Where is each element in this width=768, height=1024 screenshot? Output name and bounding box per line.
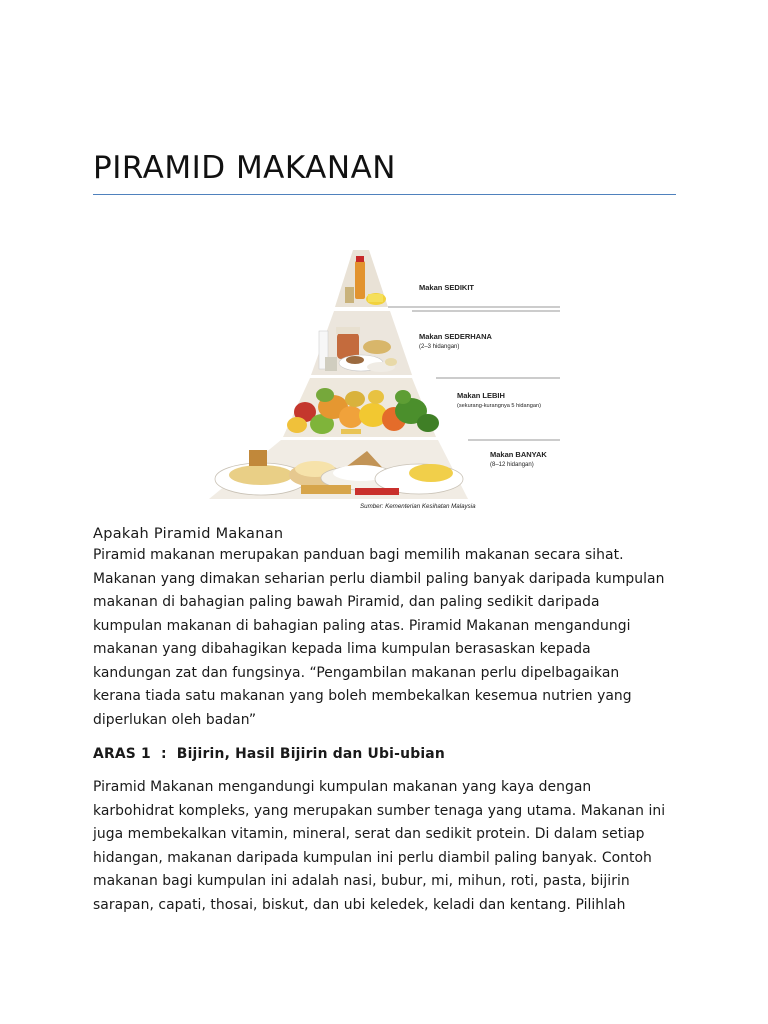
figure-source: Sumber: Kementerian Kesihatan Malaysia (360, 503, 476, 510)
paragraph-line: makanan bagi kumpulan ini adalah nasi, bubur, mi, mihun, roti, pasta, bijirin (93, 873, 630, 889)
level-label-sederhana: Makan SEDERHANA (419, 332, 492, 341)
level-sub-lebih: (sekurang-kurangnya 5 hidangan) (457, 403, 541, 409)
level-label-lebih: Makan LEBIH (457, 391, 505, 400)
level-label-banyak: Makan BANYAK (490, 450, 547, 459)
paragraph-line: kerana tiada satu makanan yang boleh membekalkan kesemua nutrien yang (93, 688, 632, 704)
level-label-sedikit: Makan SEDIKIT (419, 283, 475, 292)
paragraph-line: Piramid makanan merupakan panduan bagi memilih makanan secara sihat. (93, 547, 624, 563)
paragraph-line: juga membekalkan vitamin, mineral, serat dan sedikit protein. Di dalam setiap (93, 826, 645, 842)
paragraph-line: hidangan, makanan daripada kumpulan ini perlu diambil paling banyak. Contoh (93, 849, 652, 866)
paragraph-line: Makanan yang dimakan seharian perlu diambil paling banyak daripada kumpulan (93, 570, 665, 587)
paragraph-line: sarapan, capati, thosai, biskut, dan ubi keledek, keladi dan kentang. Pilihlah (93, 896, 626, 913)
paragraph-line: kumpulan makanan di bahagian paling atas. Piramid Makanan mengandungi (93, 617, 631, 634)
food-pyramid-figure (205, 247, 570, 512)
section-heading-apakah: Apakah Piramid Makanan (93, 526, 284, 542)
paragraph-line: kandungan zat dan fungsinya. “Pengambilan makanan perlu dipelbagaikan (93, 664, 620, 681)
document-body (93, 526, 683, 917)
pyramid-tier-second (311, 311, 412, 375)
section-heading-aras-1: ARAS 1 : Bijirin, Hasil Bijirin dan Ubi-ubian (93, 746, 445, 762)
title-divider (93, 194, 676, 195)
pyramid-tier-top (335, 250, 388, 307)
paragraph-line: Piramid Makanan mengandungi kumpulan makanan yang kaya dengan (93, 779, 592, 795)
section-paragraph-apakah (93, 544, 683, 732)
paragraph-line: makanan yang dibahagikan kepada lima kumpulan berasaskan kepada (93, 641, 591, 657)
pyramid-tier-third (283, 378, 439, 437)
level-sub-banyak: (8–12 hidangan) (490, 462, 534, 468)
paragraph-line: makanan di bahagian paling bawah Piramid, dan paling sedikit daripada (93, 594, 600, 610)
level-sub-sederhana: (2–3 hidangan) (419, 344, 460, 350)
pyramid-tier-bottom (209, 440, 468, 499)
page-title: PIRAMID MAKANAN (93, 150, 396, 186)
paragraph-line: karbohidrat kompleks, yang merupakan sumber tenaga yang utama. Makanan ini (93, 802, 666, 819)
section-paragraph-aras-1 (93, 776, 683, 917)
paragraph-line: diperlukan oleh badan” (93, 711, 257, 728)
